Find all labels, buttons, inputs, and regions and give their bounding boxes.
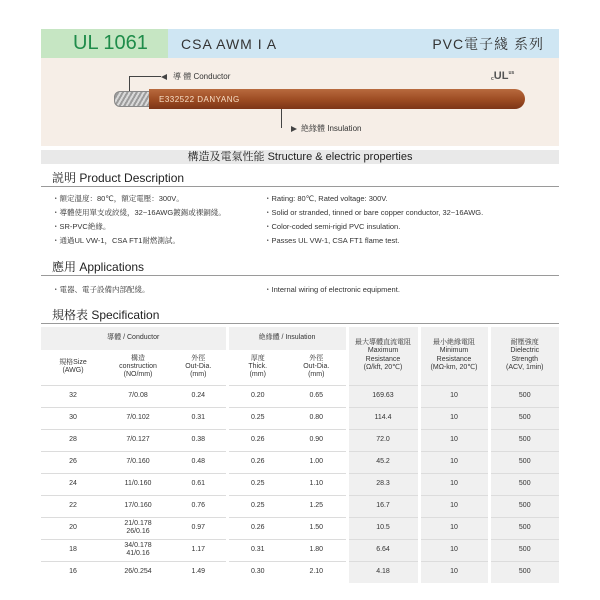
desc-en-3: ・Color-coded semi-rigid PVC insulation. — [264, 222, 401, 231]
table-cell: 4.18 — [347, 561, 419, 583]
conductor-od-header: 外徑 Out-Dia. (mm) — [185, 354, 212, 379]
specification-table — [41, 327, 559, 583]
table-cell: 10 — [419, 407, 489, 429]
table-cell: 0.25 — [227, 473, 287, 495]
spec-header-group-row — [41, 327, 559, 350]
table-cell: 24 — [41, 473, 105, 495]
cable-illustration — [41, 58, 559, 146]
table-row — [41, 517, 559, 539]
table-cell: 500 — [489, 429, 559, 451]
size-header: 規格Size (AWG) — [59, 358, 87, 375]
table-cell: 16.7 — [347, 495, 419, 517]
arrow-left-icon — [161, 74, 167, 80]
table-cell: 500 — [489, 495, 559, 517]
insulation-callout — [291, 123, 361, 134]
table-cell: 0.38 — [171, 429, 227, 451]
table-cell: 0.31 — [227, 539, 287, 561]
ul-certification-logo: cUL$^{us}$ — [491, 70, 515, 82]
table-cell: 500 — [489, 385, 559, 407]
table-row — [41, 429, 559, 451]
construction-header: 構造 construction (NO/mm) — [119, 354, 157, 379]
table-cell: 0.25 — [227, 407, 287, 429]
table-cell: 22 — [41, 495, 105, 517]
dielectric-header: 耐壓強度 Dielectric Strength (ACV, 1min) — [489, 327, 559, 385]
table-cell: 114.4 — [347, 407, 419, 429]
title-header — [41, 29, 559, 58]
table-cell: 500 — [489, 539, 559, 561]
table-cell: 500 — [489, 451, 559, 473]
table-cell: 18 — [41, 539, 105, 561]
table-cell: 169.63 — [347, 385, 419, 407]
thickness-header: 厚度 Thick. (mm) — [227, 350, 287, 385]
applications-divider — [41, 275, 559, 276]
table-row — [41, 561, 559, 583]
table-cell: 26/0.254 — [105, 561, 171, 583]
table-row — [41, 495, 559, 517]
desc-en-4: ・Passes UL VW-1, CSA FT1 flame test. — [264, 236, 400, 245]
table-cell: 10 — [419, 561, 489, 583]
table-cell: 500 — [489, 517, 559, 539]
table-cell: 0.76 — [171, 495, 227, 517]
table-cell: 11/0.160 — [105, 473, 171, 495]
table-cell: 10.5 — [347, 517, 419, 539]
applications-title: 應用 Applications — [52, 260, 145, 274]
specification-title: 規格表 Specification — [52, 308, 160, 322]
table-cell: 2.10 — [287, 561, 347, 583]
table-cell: 0.20 — [227, 385, 287, 407]
min-insulation-header: 最小絶緣電阻 Minimum Resistance (MΩ-km, 20℃) — [419, 327, 489, 385]
table-cell: 0.31 — [171, 407, 227, 429]
table-cell: 1.49 — [171, 561, 227, 583]
table-cell: 28.3 — [347, 473, 419, 495]
table-cell: 0.26 — [227, 429, 287, 451]
table-cell: 500 — [489, 407, 559, 429]
conductor-callout — [161, 71, 230, 82]
table-cell: 45.2 — [347, 451, 419, 473]
table-cell: 500 — [489, 561, 559, 583]
specification-divider — [41, 323, 559, 324]
table-cell: 0.25 — [227, 495, 287, 517]
app-zh: ・電器、電子設備内部配綫。 — [52, 285, 150, 294]
table-cell: 10 — [419, 385, 489, 407]
conductor-label: 導 體 Conductor — [173, 72, 231, 81]
table-cell: 72.0 — [347, 429, 419, 451]
table-cell: 10 — [419, 517, 489, 539]
table-cell: 500 — [489, 473, 559, 495]
table-cell: 0.90 — [287, 429, 347, 451]
table-row — [41, 539, 559, 561]
table-cell: 10 — [419, 495, 489, 517]
desc-zh-1: ・額定溫度：80℃，額定電壓：300V。 — [52, 194, 184, 203]
table-cell: 0.80 — [287, 407, 347, 429]
table-cell: 1.17 — [171, 539, 227, 561]
arrow-right-icon — [291, 126, 297, 132]
table-cell: 0.97 — [171, 517, 227, 539]
series-label: PVC電子綫 系列 — [432, 35, 544, 52]
table-row — [41, 385, 559, 407]
csa-label: CSA AWM I A — [181, 35, 278, 52]
insulation-group-header: 絶緣體 / Insulation — [227, 327, 347, 350]
table-cell: 7/0.08 — [105, 385, 171, 407]
table-cell: 20 — [41, 517, 105, 539]
desc-zh-4: ・通過UL VW-1，CSA FT1耐燃測試。 — [52, 236, 180, 245]
table-cell: 10 — [419, 539, 489, 561]
table-cell: 7/0.160 — [105, 451, 171, 473]
table-row — [41, 407, 559, 429]
table-cell: 6.64 — [347, 539, 419, 561]
desc-zh-3: ・SR-PVC絶緣。 — [52, 222, 111, 231]
table-cell: 21/0.178 26/0.16 — [105, 517, 171, 539]
spec-table-body — [41, 385, 559, 583]
table-cell: 32 — [41, 385, 105, 407]
table-row — [41, 473, 559, 495]
table-cell: 26 — [41, 451, 105, 473]
table-cell: 0.26 — [227, 451, 287, 473]
table-cell: 0.65 — [287, 385, 347, 407]
table-cell: 10 — [419, 451, 489, 473]
table-cell: 0.26 — [227, 517, 287, 539]
table-cell: 0.61 — [171, 473, 227, 495]
max-resistance-header: 最大導體直流電阻 Maximum Resistance (Ω/kft, 20℃) — [347, 327, 419, 385]
table-row — [41, 451, 559, 473]
desc-en-1: ・Rating: 80℃, Rated voltage: 300V. — [264, 194, 388, 203]
desc-zh-2: ・導體使用單支或絞綫，32~16AWG鍍錫或裸銅綫。 — [52, 208, 226, 217]
insulation-leader-drop — [281, 109, 282, 128]
insulated-wire — [149, 89, 525, 109]
table-cell: 16 — [41, 561, 105, 583]
conductor-leader-line — [129, 76, 161, 77]
conductor-strands — [114, 91, 152, 107]
structure-section-title: 構造及電氣性能 Structure & electric properties — [41, 150, 559, 164]
table-cell: 30 — [41, 407, 105, 429]
table-cell: 1.00 — [287, 451, 347, 473]
ul-model-label: UL 1061 — [41, 29, 168, 58]
desc-en-2: ・Solid or stranded, tinned or bare copper conductor, 32~16AWG. — [264, 208, 484, 217]
table-cell: 34/0.178 41/0.16 — [105, 539, 171, 561]
header-right — [168, 29, 559, 58]
table-cell: 1.50 — [287, 517, 347, 539]
table-cell: 0.24 — [171, 385, 227, 407]
insulation-od-header: 外徑 Out-Dia. (mm) — [303, 354, 330, 379]
conductor-group-header: 導體 / Conductor — [41, 327, 227, 350]
wire-marking: E332522 DANYANG — [159, 94, 240, 104]
table-cell: 1.10 — [287, 473, 347, 495]
insulation-label: 絶緣體 Insulation — [301, 124, 362, 133]
table-cell: 1.25 — [287, 495, 347, 517]
table-cell: 1.80 — [287, 539, 347, 561]
app-en: ・Internal wiring of electronic equipment. — [264, 285, 400, 294]
table-cell: 28 — [41, 429, 105, 451]
table-cell: 17/0.160 — [105, 495, 171, 517]
table-cell: 0.30 — [227, 561, 287, 583]
table-cell: 10 — [419, 473, 489, 495]
table-cell: 7/0.127 — [105, 429, 171, 451]
table-cell: 0.48 — [171, 451, 227, 473]
description-title: 説明 Product Description — [52, 171, 185, 185]
description-divider — [41, 186, 559, 187]
table-cell: 10 — [419, 429, 489, 451]
table-cell: 7/0.102 — [105, 407, 171, 429]
